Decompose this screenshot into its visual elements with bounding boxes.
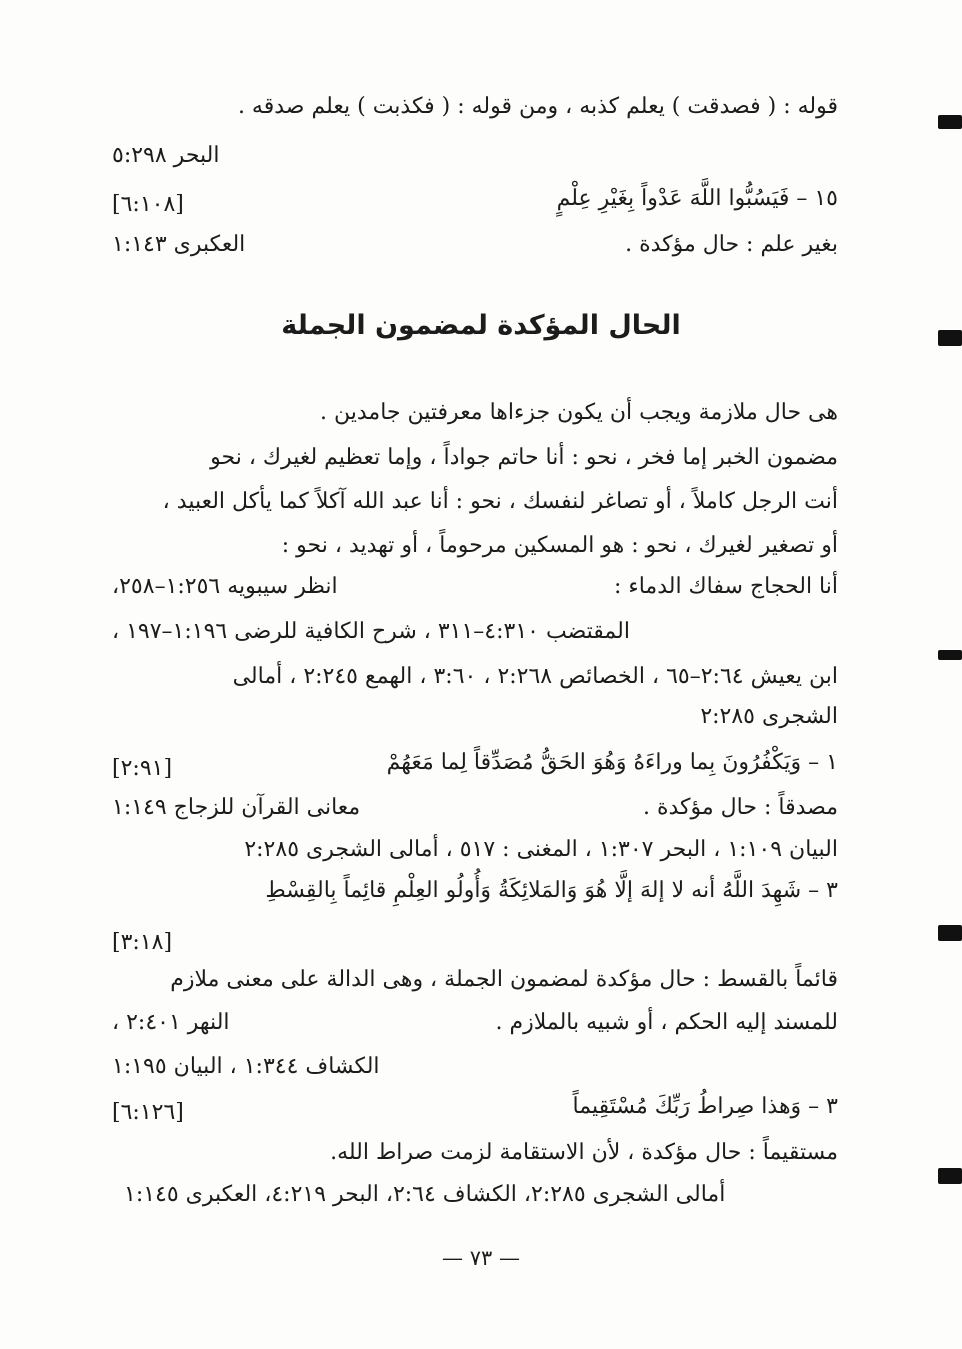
text-line-l21: ٣ – وَهذا صِراطُ رَبِّكَ مُسْتَقِيماً: [572, 1094, 838, 1119]
text-line-l9: أنا الحجاج سفاك الدماء :: [613, 574, 838, 599]
text-line-l15: البيان ١:١٠٩ ، البحر ١:٣٠٧ ، المغنى : ٥١٧ ، أمالى الشجرى ٢:٢٨٥: [244, 837, 838, 862]
text-line-l9r: انظر سيبويه ١:٢٥٦–٢٥٨،: [112, 574, 338, 599]
text-line-l8: أو تصغير لغيرك ، نحو : هو المسكين مرحوماً ، أو تهديد ، نحو :: [281, 533, 838, 558]
text-line-l7: أنت الرجل كاملاً ، أو تصاغر لنفسك ، نحو : أنا عبد الله آكلاً كما يأكل العبيد ،: [162, 489, 838, 514]
text-line-l23: أمالى الشجرى ٢:٢٨٥، الكشاف ٢:٦٤، البحر ٤:٢١٩، العكبرى ١:١٤٥: [124, 1182, 726, 1207]
text-line-l4r: العكبرى ١:١٤٣: [112, 232, 246, 257]
binding-mark: [938, 330, 962, 346]
text-line-l14: مصدقاً : حال مؤكدة .: [643, 795, 838, 820]
text-line-l13r: [٢:٩١]: [112, 756, 173, 781]
text-line-l17: [٣:١٨]: [112, 930, 173, 955]
text-line-l16: ٣ – شَهِدَ اللَّهُ أنه لا إلهَ إلَّا هُوَ وَالمَلائِكَةُ وَأُولُو العِلْمِ قائِماً بِالقِسْطِ: [265, 878, 838, 903]
text-line-l12: الشجرى ٢:٢٨٥: [700, 704, 838, 729]
text-line-l4: بغير علم : حال مؤكدة .: [625, 232, 838, 257]
text-line-l21r: [٦:١٢٦]: [112, 1100, 184, 1125]
section-heading: الحال المؤكدة لمضمون الجملة: [281, 310, 681, 341]
binding-mark: [938, 1168, 962, 1184]
text-line-l18: قائماً بالقسط : حال مؤكدة لمضمون الجملة ، وهى الدالة على معنى ملازم: [170, 967, 838, 992]
text-line-l19: للمسند إليه الحكم ، أو شبيه بالملازم .: [495, 1010, 838, 1035]
binding-mark: [938, 925, 962, 941]
page-number: — ٧٣ —: [442, 1246, 520, 1270]
text-line-l1: قوله : ( فصدقت ) يعلم كذبه ، ومن قوله : ( فكذبت ) يعلم صدقه .: [237, 94, 838, 119]
text-line-l3: ١٥ – فَيَسُبُّوا اللَّهَ عَدْواً بِغَيْرِ عِلْمٍ: [556, 186, 838, 211]
text-line-l20: الكشاف ١:٣٤٤ ، البيان ١:١٩٥: [112, 1054, 380, 1079]
text-line-l10: المقتضب ٤:٣١٠–٣١١ ، شرح الكافية للرضى ١:١٩٦–١٩٧ ،: [112, 619, 630, 644]
binding-mark: [938, 115, 962, 129]
text-line-l3r: [٦:١٠٨]: [112, 192, 184, 217]
text-line-l22: مستقيماً : حال مؤكدة ، لأن الاستقامة لزمت صراط الله.: [330, 1140, 838, 1165]
text-line-l2: البحر ٥:٢٩٨: [112, 143, 220, 168]
binding-mark: [938, 650, 962, 660]
text-line-l11: ابن يعيش ٢:٦٤–٦٥ ، الخصائص ٢:٢٦٨ ، ٣:٦٠ ، الهمع ٢:٢٤٥ ، أمالى: [232, 664, 838, 689]
text-line-l6: مضمون الخبر إما فخر ، نحو : أنا حاتم جواداً ، وإما تعظيم لغيرك ، نحو: [210, 445, 838, 470]
text-line-l19r: النهر ٢:٤٠١ ،: [112, 1010, 230, 1035]
text-line-l5: هى حال ملازمة ويجب أن يكون جزءاها معرفتين جامدين .: [320, 400, 838, 425]
text-line-l14r: معانى القرآن للزجاج ١:١٤٩: [112, 795, 361, 820]
text-line-l13: ١ – وَيَكْفُرُونَ بِما وراءَهُ وَهُوَ الحَقُّ مُصَدِّقاً لِما مَعَهُمْ: [386, 750, 838, 775]
